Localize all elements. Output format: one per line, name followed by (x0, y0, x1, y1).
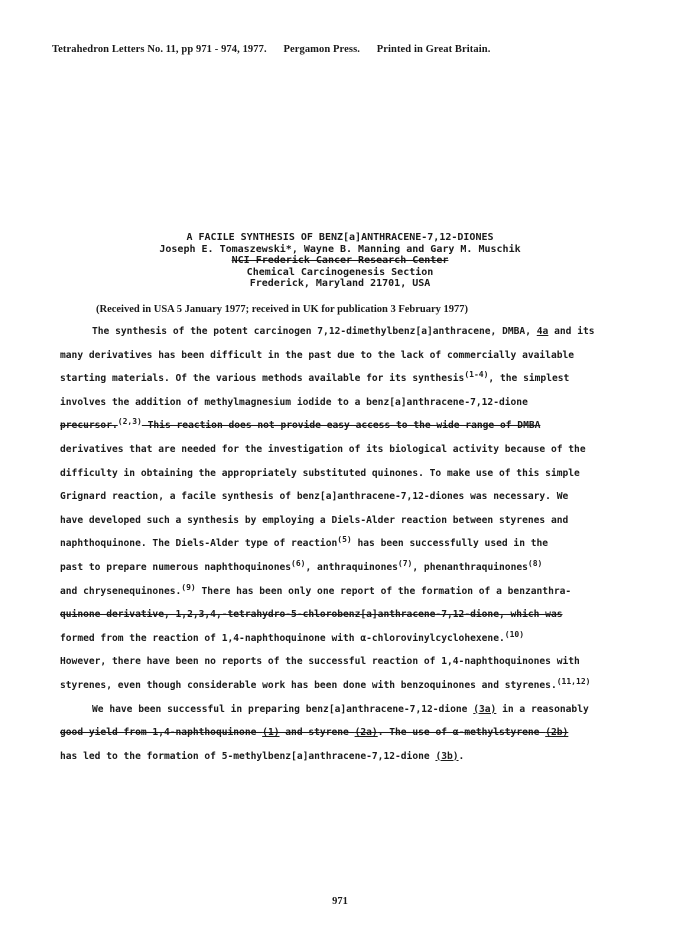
body-line: naphthoquinone. The Diels-Alder type of reaction$^{(5)}$ has been successfully used in the (60, 535, 549, 550)
affiliation-line-1: NCI Frederick Cancer Research Center (231, 255, 449, 266)
journal-header (52, 44, 642, 55)
printed-in: Printed in Great Britain. (376, 44, 491, 55)
affiliation-line-2: Chemical Carcinogenesis Section (246, 266, 434, 278)
body-line: many derivatives has been difficult in the past due to the lack of commercially available (60, 349, 575, 361)
body-line: formed from the reaction of 1,4-naphthoquinone with α-chlorovinylcyclohexene.$^{(10)}$ (60, 629, 525, 644)
body-line: However, there have been no reports of the successful reaction of 1,4-naphthoquinones with (60, 656, 580, 668)
compound-ref: (2a) (354, 727, 378, 739)
publisher: Pergamon Press. (283, 44, 360, 55)
body-line: styrenes, even though considerable work has been done with benzoquinones and styrenes.$^{(11,12)}$ (60, 676, 591, 691)
body-line: difficulty in obtaining the appropriately substituted quinones. To make use of this simple (60, 467, 580, 479)
body-line: precursor.$^{(2,3)}$ This reaction does not provide easy access to the wide range of DMBA (60, 417, 541, 432)
page-number: 971 (332, 896, 348, 907)
journal-citation: Tetrahedron Letters No. 11, pp 971 - 974, 1977. (52, 44, 267, 55)
body-line: starting materials. Of the various methods available for its synthesis$^{(1-4)}$, the simplest (60, 370, 570, 385)
compound-ref: (2b) (545, 727, 569, 739)
body-line: involves the addition of methylmagnesium iodide to a benz[a]anthracene-7,12-dione (60, 396, 528, 408)
body-line: have developed such a synthesis by employing a Diels-Alder reaction between styrenes and (60, 514, 569, 526)
citation: (2,3) (117, 417, 142, 427)
citation: (6) (291, 558, 306, 568)
title-block (50, 232, 630, 290)
compound-ref: 4a (536, 326, 549, 337)
compound-ref: (3b) (435, 750, 459, 762)
body-text (60, 320, 645, 768)
citation: (8) (527, 558, 543, 568)
body-line: We have been successful in preparing benz[a]anthracene-7,12-dione (3a) in a reasonably (92, 703, 589, 715)
body-line: derivatives that are needed for the investigation of its biological activity because of the (60, 443, 586, 455)
body-line: The synthesis of the potent carcinogen 7,12-dimethylbenz[a]anthracene, DMBA, 4a and its (92, 326, 595, 337)
citation: (5) (337, 535, 352, 545)
received-dates: (Received in USA 5 January 1977; received in UK for publication 3 February 1977) (96, 304, 469, 315)
citation: (9) (181, 582, 196, 592)
body-line: past to prepare numerous naphthoquinones$^{(6)}$, anthraquinones$^{(7)}$, phenanthraquinones$^{(8)}$ (60, 558, 543, 573)
compound-ref: (3a) (473, 703, 497, 715)
citation: (7) (397, 558, 413, 568)
citation: (1-4) (464, 370, 489, 379)
authors: Joseph E. Tomaszewski*, Wayne B. Manning and Gary M. Muschik (159, 243, 521, 255)
paper-title: A FACILE SYNTHESIS OF BENZ[a]ANTHRACENE-7,12-DIONES (186, 232, 494, 243)
body-line: quinone derivative, 1,2,3,4,-tetrahydro-5-chlorobenz[a]anthracene-7,12-dione, which was (60, 609, 563, 621)
citation: (11,12) (556, 676, 591, 686)
compound-ref: (1) (262, 727, 280, 739)
body-line: and chrysenequinones.$^{(9)}$ There has been only one report of the formation of a benzanthra- (60, 582, 572, 597)
body-line: Grignard reaction, a facile synthesis of benz[a]anthracene-7,12-diones was necessary. We (60, 491, 569, 503)
affiliation-line-3: Frederick, Maryland 21701, USA (249, 278, 431, 289)
citation: (10) (504, 629, 525, 639)
body-line: good yield from 1,4-naphthoquinone (1) and styrene (2a). The use of α-methylstyrene (2b) (60, 727, 569, 739)
body-line: has led to the formation of 5-methylbenz[a]anthracene-7,12-dione (3b). (60, 750, 465, 762)
